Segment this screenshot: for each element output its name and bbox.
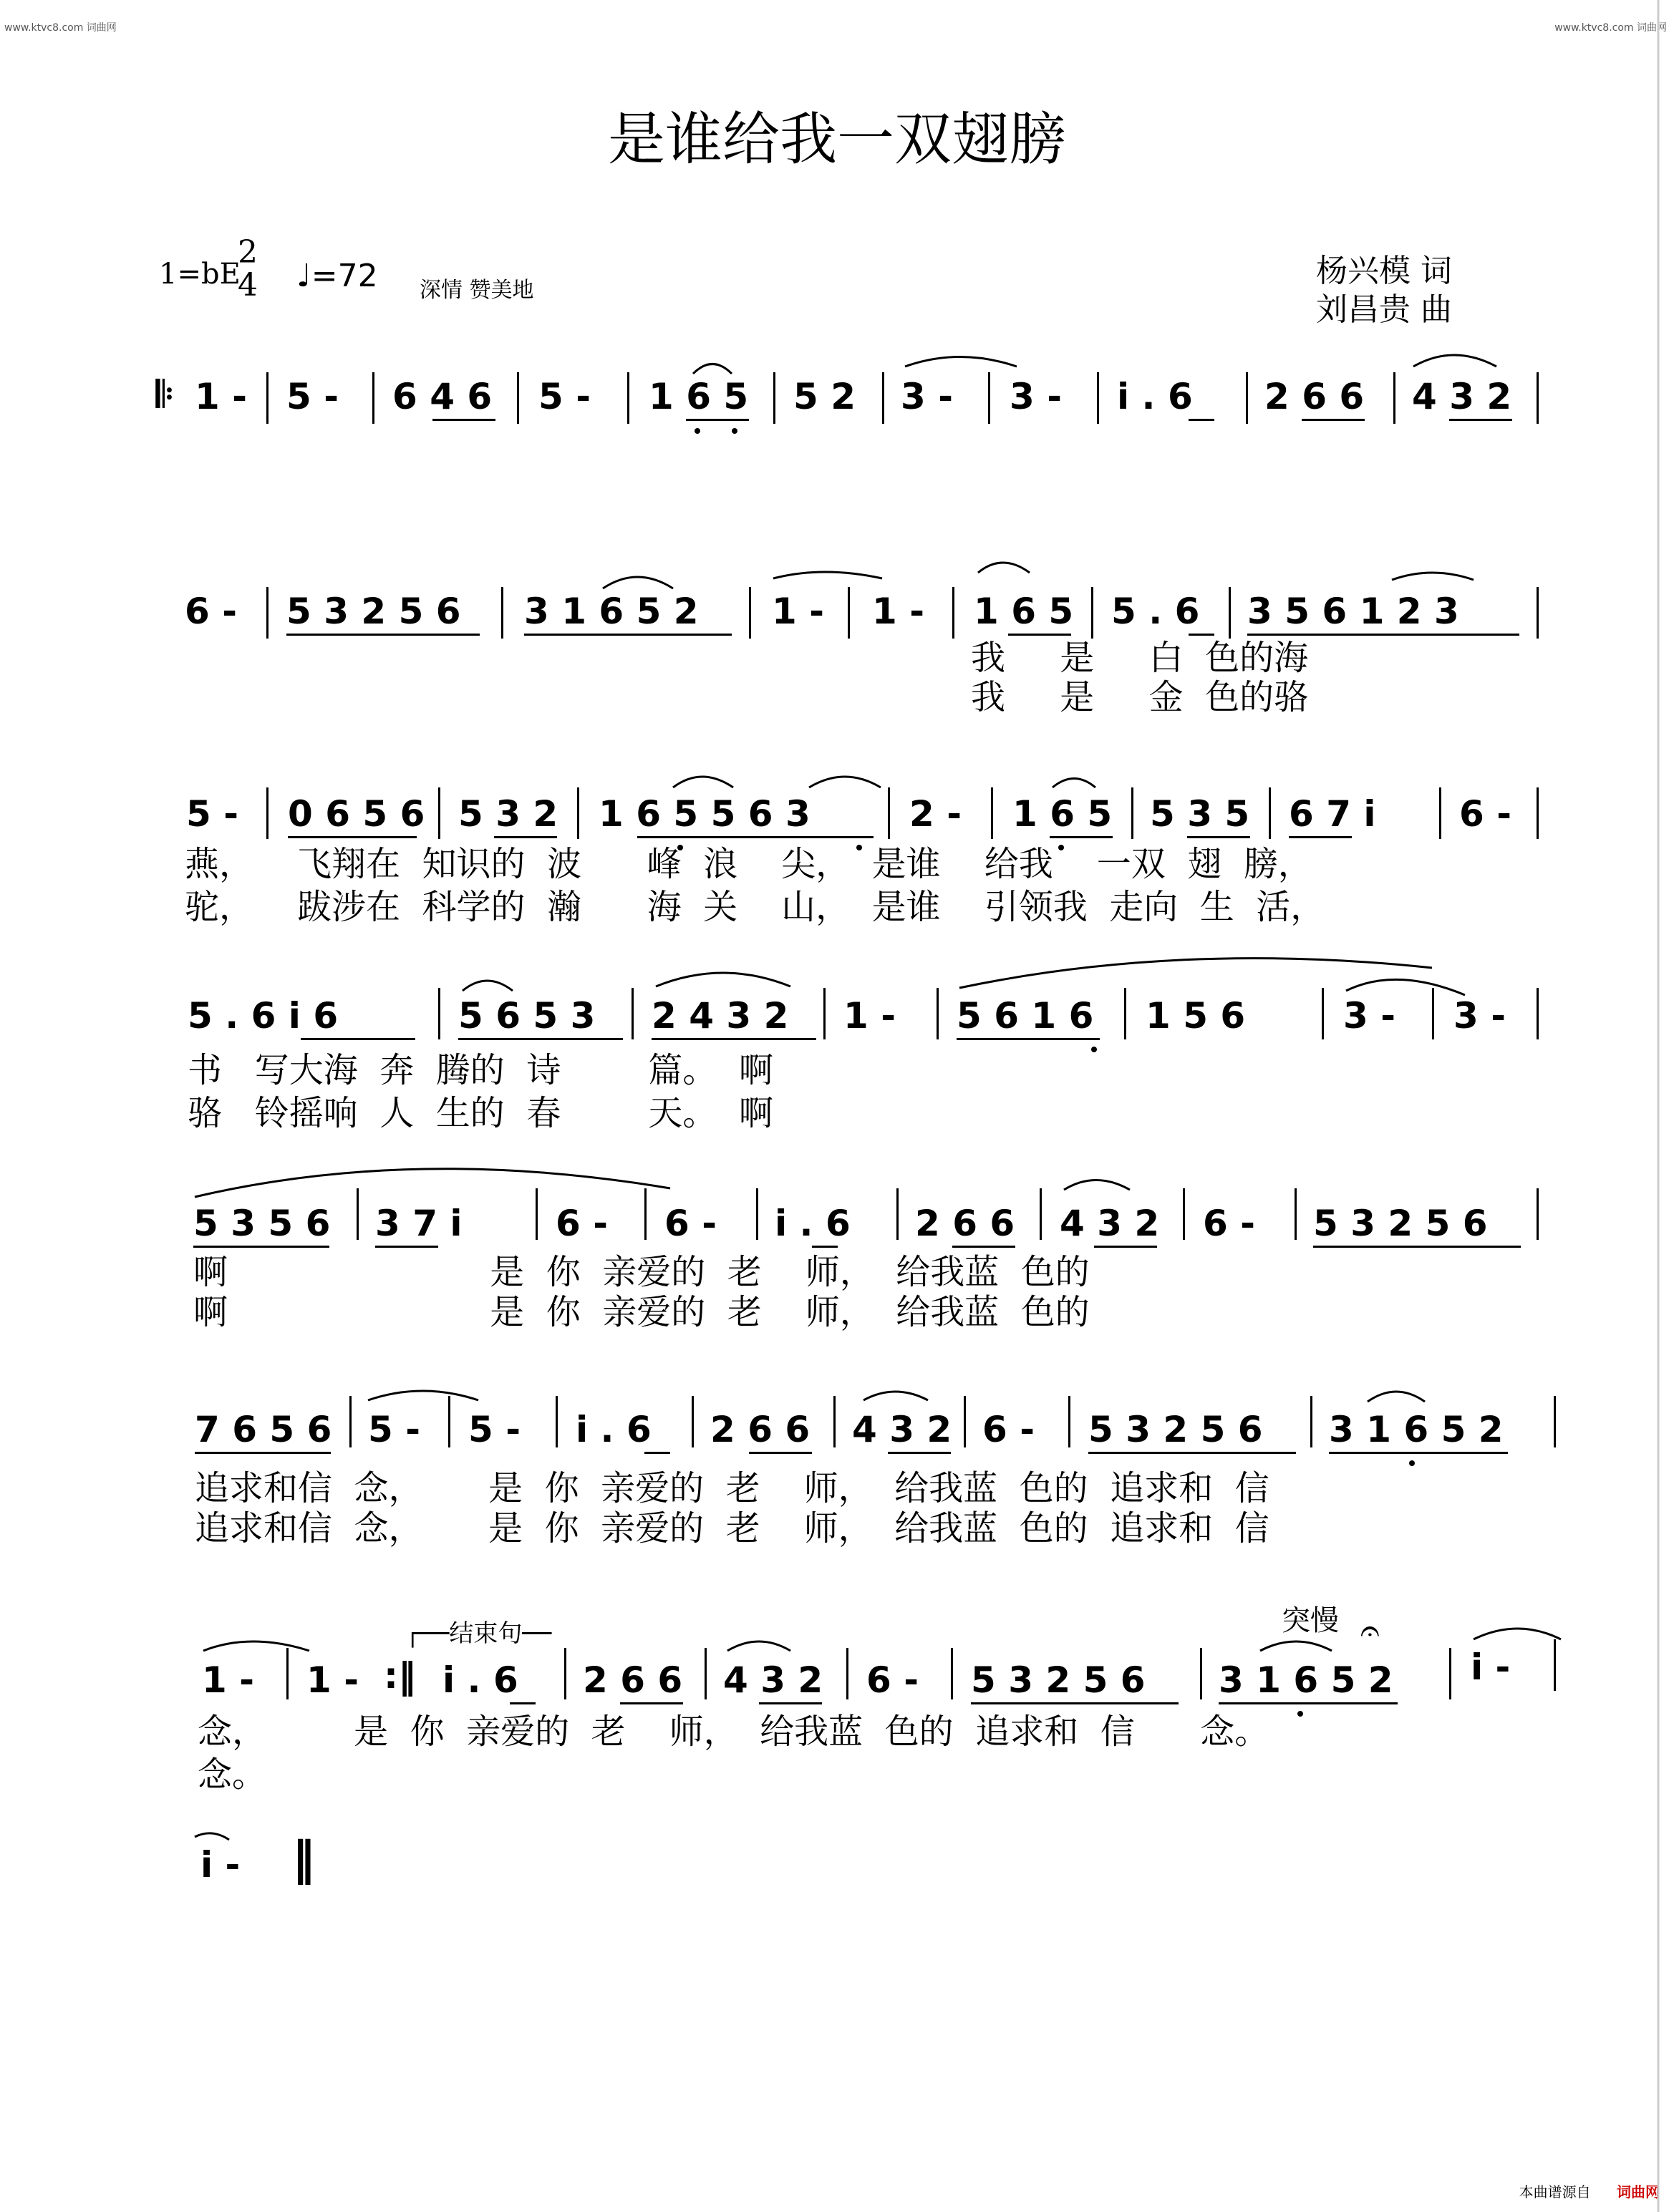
measure: 1 - xyxy=(843,995,896,1037)
watermark-top-right: www.ktvc8.com 词曲网 xyxy=(1554,22,1667,34)
measure: 6 - xyxy=(1459,793,1511,835)
lyric-verse-1: 燕， 飞翔在 知识的 波 峰 浪 尖， 是谁 给我 一双 翅 膀， xyxy=(185,844,1312,884)
measure: 3 7 i xyxy=(375,1203,463,1244)
measure: 5 3 2 5 6 xyxy=(1088,1409,1263,1450)
watermark-bottom-label: 本曲谱源自 xyxy=(1519,2183,1591,2201)
quarter-note-icon: ♩ xyxy=(296,258,311,294)
measure: 1 - xyxy=(195,376,247,417)
measure: 3 1 6 5 2 xyxy=(1329,1409,1504,1450)
measure: 7 6 5 6 xyxy=(195,1409,332,1450)
slur xyxy=(463,981,513,991)
lyricist-credit: 杨兴模 词 xyxy=(1316,253,1452,289)
measure: 2 6 6 xyxy=(710,1409,811,1450)
expression-marking: 深情 赞美地 xyxy=(420,278,534,303)
slur xyxy=(673,777,733,787)
lyric-verse-1: 念， 是 你 亲爱的 老 师， 给我蓝 色的 追求和 信 念。 xyxy=(198,1712,1269,1752)
measure: 1 5 6 xyxy=(1146,995,1246,1037)
measure: 3 - xyxy=(1453,995,1506,1037)
watermark-bottom-logo: 词曲网 xyxy=(1617,2183,1660,2201)
lyric-verse-2: 念。 xyxy=(198,1755,267,1795)
measure: 1 6 5 5 6 3 xyxy=(599,793,811,835)
lyric-verse-2: 驼， 跋涉在 科学的 瀚 海 关 山， 是谁 引领我 走向 生 活， xyxy=(185,887,1325,927)
lyric-verse-2: 我 是 金 色的骆 xyxy=(971,677,1309,717)
slur xyxy=(1392,573,1474,580)
measure: 5 3 2 xyxy=(458,793,558,835)
measure: 5 - xyxy=(468,1409,521,1450)
repeat-start-sign: 𝄆 xyxy=(156,374,174,415)
measure: i . 6 xyxy=(576,1409,652,1450)
measure: 5 2 xyxy=(793,376,856,417)
measure: 2 4 3 2 xyxy=(652,995,789,1037)
measure: 6 4 6 xyxy=(392,376,493,417)
lyric-verse-1: 书 写大海 奔 腾的 诗 篇。 啊 xyxy=(188,1050,773,1090)
measure: i . 6 xyxy=(1117,376,1193,417)
ending-label: 结束句 xyxy=(449,1619,523,1648)
measure: 1 - xyxy=(872,591,924,632)
lyric-verse-2: 追求和信 念， 是 你 亲爱的 老 师， 给我蓝 色的 追求和 信 xyxy=(195,1508,1269,1548)
page-title: 是谁给我一双翅膀 xyxy=(608,106,1066,173)
measure: 5 - xyxy=(186,793,238,835)
slur xyxy=(978,563,1030,573)
measure: 2 6 6 xyxy=(915,1203,1015,1244)
measure: 3 1 6 5 2 xyxy=(524,591,699,632)
time-signature-bottom: 4 xyxy=(238,267,258,304)
measure: 1 - xyxy=(202,1659,254,1701)
measure: 4 3 2 xyxy=(1412,376,1512,417)
slur xyxy=(195,1169,670,1197)
measure: 5 3 5 xyxy=(1150,793,1250,835)
lyric-verse-1: 我 是 白 色的海 xyxy=(971,638,1309,678)
lyric-verse-1: 追求和信 念， 是 你 亲爱的 老 师， 给我蓝 色的 追求和 信 xyxy=(195,1468,1269,1508)
slur xyxy=(1064,1180,1130,1190)
slur xyxy=(1053,779,1095,788)
measure: 1 6 5 xyxy=(649,376,749,417)
composer-credit: 刘昌贵 曲 xyxy=(1316,291,1452,328)
measure: 6 - xyxy=(556,1203,608,1244)
slur xyxy=(1474,1629,1561,1639)
slur xyxy=(773,572,882,578)
measure: 6 7 i xyxy=(1289,793,1376,835)
tempo-value: =72 xyxy=(311,258,378,294)
slur xyxy=(1413,355,1496,367)
measure: 5 . 6 xyxy=(1111,591,1200,632)
measure: 1 6 5 xyxy=(974,591,1074,632)
measure: 4 3 2 xyxy=(1060,1203,1160,1244)
measure: 4 3 2 xyxy=(723,1659,823,1701)
lyric-verse-2: 啊 是 你 亲爱的 老 师， 给我蓝 色的 xyxy=(193,1292,1090,1332)
measure: 3 1 6 5 2 xyxy=(1219,1659,1393,1701)
slur xyxy=(603,577,673,588)
measure: 3 5 6 1 2 3 xyxy=(1247,591,1459,632)
measure: 4 3 2 xyxy=(852,1409,952,1450)
measure: 5 3 2 5 6 xyxy=(971,1659,1146,1701)
measure: 6 - xyxy=(866,1659,919,1701)
slur xyxy=(959,959,1432,988)
slur xyxy=(1260,1641,1332,1651)
slur xyxy=(727,1641,790,1651)
slur xyxy=(203,1641,309,1651)
measure: 6 - xyxy=(1203,1203,1255,1244)
slur xyxy=(1346,979,1465,995)
measure: 6 - xyxy=(664,1203,717,1244)
measure: 5 . 6 i 6 xyxy=(188,995,339,1037)
measure: 5 3 5 6 xyxy=(193,1203,331,1244)
slur xyxy=(1368,1392,1425,1402)
measure: 3 - xyxy=(901,376,953,417)
ending-bracket: ┌──结束句── xyxy=(405,1619,552,1648)
slur xyxy=(368,1391,478,1400)
time-signature-top: 2 xyxy=(238,234,258,271)
measure: i - xyxy=(200,1844,241,1886)
repeat-end-sign: :‖ xyxy=(384,1655,416,1697)
key-signature: 1=bE xyxy=(159,258,241,291)
measure: 3 - xyxy=(1343,995,1395,1037)
measure: 0 6 5 6 xyxy=(288,793,425,835)
measure: i . 6 xyxy=(775,1203,851,1244)
measure: 5 3 2 5 6 xyxy=(1313,1203,1488,1244)
final-barline: ‖ xyxy=(292,1833,315,1886)
measure: 6 - xyxy=(185,591,237,632)
slur xyxy=(809,777,881,787)
slur xyxy=(195,1833,229,1840)
measure: 2 - xyxy=(909,793,962,835)
measure: 1 - xyxy=(772,591,824,632)
measure: 5 6 5 3 xyxy=(458,995,596,1037)
measure: 2 6 6 xyxy=(583,1659,683,1701)
measure: 5 3 2 5 6 xyxy=(286,591,461,632)
lyric-verse-1: 啊 是 你 亲爱的 老 师， 给我蓝 色的 xyxy=(193,1252,1090,1292)
fermata-icon: 𝄐 xyxy=(1360,1611,1380,1651)
measure: 5 - xyxy=(368,1409,420,1450)
slur xyxy=(905,357,1017,367)
measure: 3 - xyxy=(1010,376,1062,417)
slur xyxy=(693,364,732,374)
measure: 5 - xyxy=(538,376,591,417)
measure: 1 - xyxy=(306,1659,359,1701)
watermark-top-left: www.ktvc8.com 词曲网 xyxy=(4,22,117,34)
slur xyxy=(656,973,790,986)
measure: 1 6 5 xyxy=(1012,793,1113,835)
lyric-verse-2: 骆 铃摇响 人 生的 春 天。 啊 xyxy=(188,1093,773,1133)
measure: 5 6 1 6 xyxy=(957,995,1094,1037)
slur xyxy=(863,1392,928,1400)
measure: i - xyxy=(1471,1646,1511,1688)
rit-label: 突慢 xyxy=(1282,1604,1339,1637)
measure: 2 6 6 xyxy=(1264,376,1365,417)
measure: 6 - xyxy=(982,1409,1035,1450)
measure: i . 6 xyxy=(442,1659,518,1701)
measure: 5 - xyxy=(286,376,339,417)
